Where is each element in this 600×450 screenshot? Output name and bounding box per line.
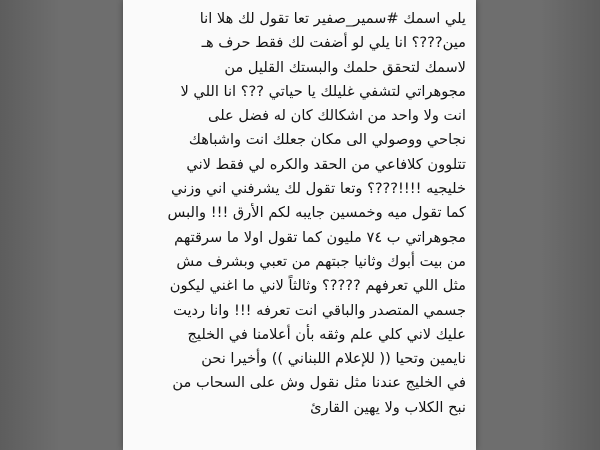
post-line: مجوهراتي لتشفي غليلك يا حياتي ??؟ انا اللي لا <box>180 82 466 100</box>
post-line: تتلوون كلافاعي من الحقد والكره لي فقط لاني <box>186 155 466 173</box>
post-line: نجاحي ووصولي الى مكان جعلك انت واشباهك <box>188 131 466 149</box>
post-line: عليك لاني كلي علم وثقه بأن أعلامنا في الخليج <box>187 325 466 343</box>
post-line: مجوهراتي ب ٧٤ مليون كما تقول اولا ما سرقتهم <box>174 228 466 246</box>
post-line: كما تقول ميه وخمسين جايبه لكم الأرق !!! والبس <box>167 204 466 222</box>
post-line: نبح الكلاب ولا يهين القارئ <box>310 398 466 416</box>
post-line: انت ولا واحد من اشكالك كان له فضل على <box>208 107 466 125</box>
post-line: نايمين وتحيا (( للإعلام اللبناني )) وأخيرا نحن <box>201 350 466 368</box>
text-post-card <box>123 0 476 450</box>
post-line: خليجيه !!!!???؟ وتعا تقول لك يشرفني اني وزني <box>171 180 466 198</box>
post-line: يلي اسمك #سمير_صفير تعا تقول لك هلا انا <box>199 10 466 27</box>
post-line: جسمي المتصدر والباقي انت تعرفه !!! وانا رديت <box>173 301 466 319</box>
post-text <box>123 0 476 420</box>
post-line: لاسمك لتحقق حلمك والبستك القليل من <box>224 58 466 76</box>
post-line: من بيت أبوك وثانيا جبتهم من تعبي وبشرف مش <box>176 252 466 270</box>
post-line: مثل اللي تعرفهم ????؟ وثالثاً لاني ما اغني ليكون <box>169 277 466 295</box>
post-line: في الخليج عندنا مثل نقول وش على السحاب من <box>172 374 466 392</box>
post-line: مين???؟ انا يلي لو أضفت لك فقط حرف هـ <box>201 34 466 52</box>
